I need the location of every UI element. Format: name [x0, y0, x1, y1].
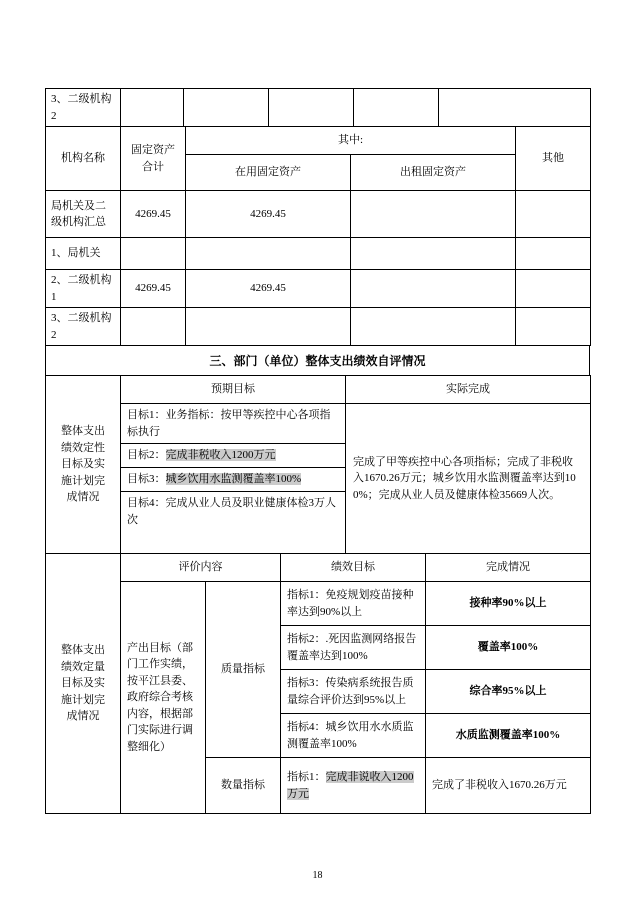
asset-in-use-value: 4269.45 [186, 270, 351, 308]
indicator-completion-cell: 完成了非税收入1670.26万元 [426, 758, 591, 814]
qualitative-goals-table [45, 375, 591, 554]
quantity-indicator-label: 数量指标 [206, 758, 281, 814]
indicator-target-cell: 指标4：城乡饮用水水质监测覆盖率100% [281, 714, 426, 758]
asset-total-value [121, 308, 186, 346]
quantitative-header-row [46, 554, 591, 582]
qualitative-row-label: 整体支出绩效定性目标及实施计划完成情况 [46, 376, 121, 554]
section-title-row [46, 346, 590, 376]
completion-status-header: 完成情况 [426, 554, 591, 582]
asset-total-value: 4269.45 [121, 191, 186, 238]
fixed-assets-table [45, 126, 591, 346]
output-goal-cell: 产出目标（部门工作实绩，按平江县委、政府综合考核内容，根据部门实际进行调整细化） [121, 582, 206, 814]
asset-other-value [516, 191, 591, 238]
asset-leased-value [351, 191, 516, 238]
performance-target-header: 绩效目标 [281, 554, 426, 582]
indicator-target-highlight: 完成非说收入1200万元 [287, 771, 414, 800]
table-row [46, 270, 591, 308]
empty-cell [121, 89, 184, 127]
quality-indicator-label: 质量指标 [206, 582, 281, 758]
asset-total-value [121, 238, 186, 270]
goal-text: 目标2： [127, 449, 166, 462]
org-row-label: 3、二级机构2 [46, 308, 121, 346]
asset-other-value [516, 238, 591, 270]
actual-completion-cell: 完成了甲等疾控中心各项指标；完成了非税收入1670.26万元；城乡饮用水监测覆盖率达到100%；完成从业人员及健康体检35669人次。 [346, 404, 591, 554]
goal-text: 目标4：完成从业人员及职业健康体检3万人次 [127, 497, 336, 526]
goal-cell [121, 404, 346, 444]
fixed-total-header: 固定资产合计 [121, 127, 186, 191]
indicator-target-cell: 指标2：.死因监测网络报告覆盖率达到100% [281, 626, 426, 670]
org-row-label: 2、二级机构1 [46, 270, 121, 308]
table-row [46, 238, 591, 270]
empty-cell [354, 89, 439, 127]
indicator-target-text: 指标1： [287, 771, 326, 783]
leased-header: 出租固定资产 [351, 155, 516, 191]
goal-highlight-text: 完成非税收入1200万元 [165, 449, 276, 462]
goal-row [46, 404, 591, 444]
asset-other-value [516, 270, 591, 308]
indicator-target-cell: 指标3：传染病系统报告质量综合评价达到95%以上 [281, 670, 426, 714]
org-row-label: 1、局机关 [46, 238, 121, 270]
goal-cell [121, 492, 346, 554]
goal-text: 目标1：业务指标：按甲等疾控中心各项指标执行 [127, 409, 331, 438]
assets-header-row-1 [46, 127, 591, 155]
goal-cell [121, 444, 346, 468]
asset-leased-value [351, 238, 516, 270]
asset-leased-value [351, 270, 516, 308]
evaluation-content-header: 评价内容 [121, 554, 281, 582]
table-row [46, 308, 591, 346]
of-which-header: 其中: [186, 127, 516, 155]
table-row [46, 89, 591, 127]
expected-goals-header: 预期目标 [121, 376, 346, 404]
asset-in-use-value [186, 308, 351, 346]
qualitative-header-row [46, 376, 591, 404]
section-title-table [45, 345, 590, 376]
actual-completion-header: 实际完成 [346, 376, 591, 404]
indicator-target-cell: 指标1：免疫规划疫苗接种率达到90%以上 [281, 582, 426, 626]
table-row [46, 191, 591, 238]
section-title: 三、部门（单位）整体支出绩效自评情况 [46, 346, 590, 376]
org-row-label: 局机关及二级机构汇总 [46, 191, 121, 238]
asset-leased-value [351, 308, 516, 346]
page-number: 18 [312, 870, 323, 881]
asset-other-value [516, 308, 591, 346]
empty-cell [184, 89, 269, 127]
org-name-header: 机构名称 [46, 127, 121, 191]
goal-highlight-text: 城乡饮用水监测覆盖率100% [165, 473, 302, 486]
top-partial-table [45, 88, 591, 127]
indicator-completion-cell: 接种率90%以上 [426, 582, 591, 626]
indicator-target-cell [281, 758, 426, 814]
goal-text: 目标3： [127, 473, 166, 486]
empty-cell [439, 89, 591, 127]
asset-total-value: 4269.45 [121, 270, 186, 308]
indicator-completion-cell: 覆盖率100% [426, 626, 591, 670]
other-header: 其他 [516, 127, 591, 191]
indicator-completion-cell: 水质监测覆盖率100% [426, 714, 591, 758]
indicator-completion-cell: 综合率95%以上 [426, 670, 591, 714]
asset-in-use-value: 4269.45 [186, 191, 351, 238]
quantitative-row-label: 整体支出绩效定量目标及实施计划完成情况 [46, 554, 121, 814]
goal-cell [121, 468, 346, 492]
quantitative-goals-table [45, 553, 591, 814]
org-row-label: 3、二级机构2 [46, 89, 121, 127]
in-use-header: 在用固定资产 [186, 155, 351, 191]
indicator-row [46, 582, 591, 626]
empty-cell [269, 89, 354, 127]
asset-in-use-value [186, 238, 351, 270]
